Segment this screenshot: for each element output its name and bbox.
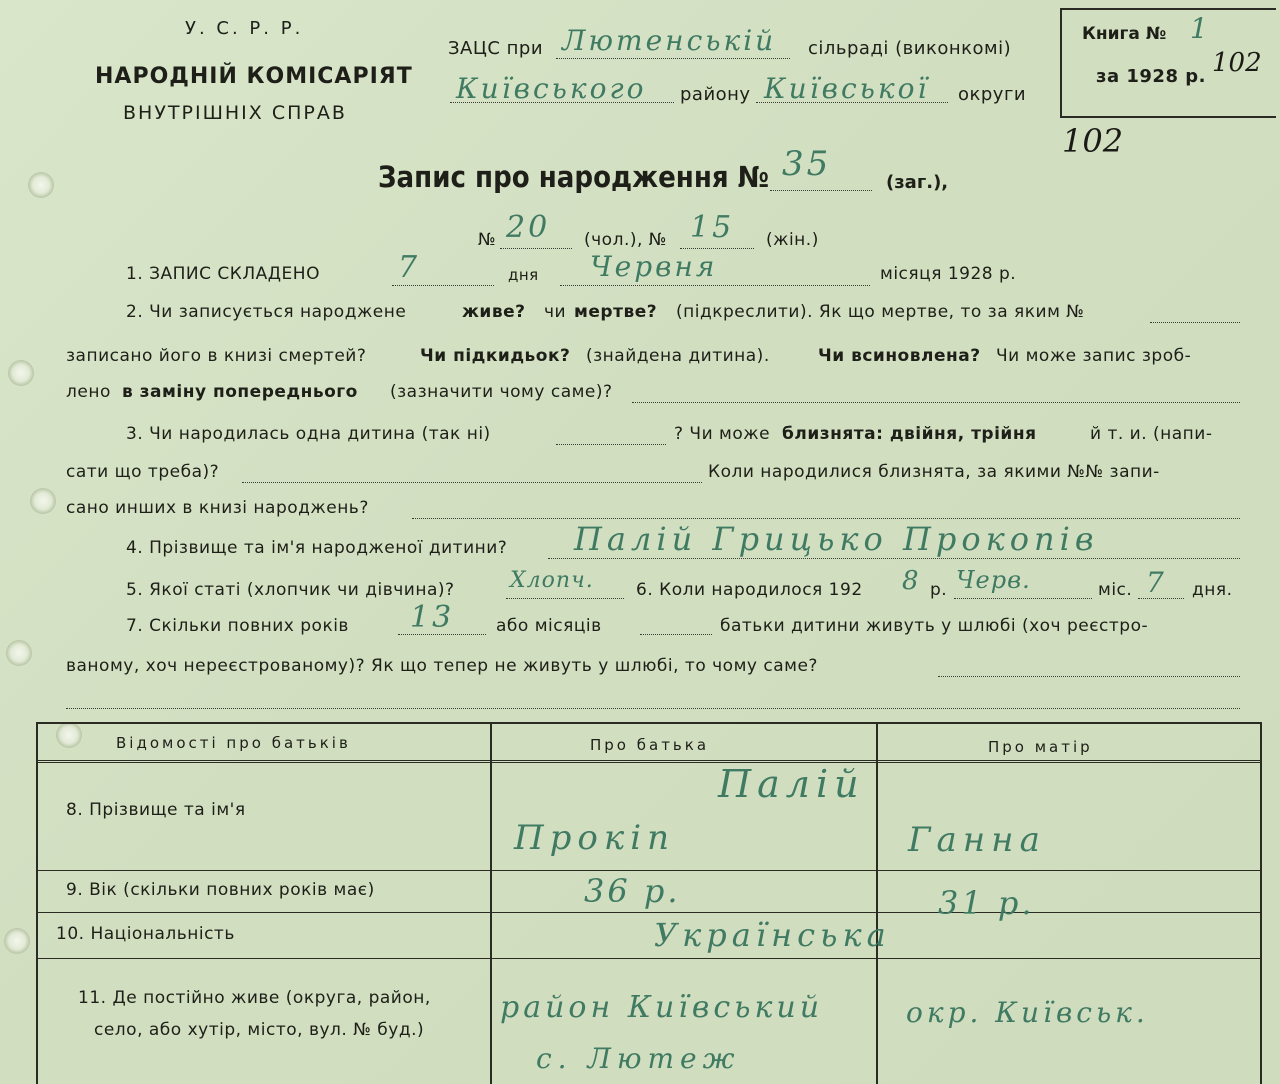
marriage-months-line [640,634,712,635]
item1-day-line [392,285,494,286]
row10-label: 10. Національність [56,924,235,944]
item6-year-suffix: р. [930,580,948,600]
record-number-line [770,190,872,191]
item3-a: 3. Чи народилась одна дитина (так ні) [126,424,491,444]
item3-single-line [556,444,666,445]
item2-replacement: в заміну попереднього [122,382,358,402]
female-count: 15 [690,210,735,245]
column-header-father: Про батька [590,736,710,754]
table-row-rule [38,912,1260,913]
item1-day-label: дня [508,266,539,284]
item2-d: (знайдена дитина). [586,346,770,366]
record-number: 35 [782,144,832,184]
birth-day-line [1138,598,1184,599]
family-surname: Палій [718,762,865,806]
item3-twins-line [242,482,702,483]
table-divider [876,724,878,1084]
parents-table [36,722,1262,1084]
birth-month-line [954,598,1092,599]
female-count-line [680,248,754,249]
okruha-label: округи [958,84,1027,105]
item2-f: лено [66,382,111,402]
zags-label: ЗАЦС при [448,38,544,59]
zags-fill-line [556,58,790,59]
item5-label: 5. Якої статі (хлопчик чи дівчина)? [126,580,455,600]
item7-reason-line-2 [66,708,1240,709]
item2-or: чи [544,302,567,322]
item1-month: Червня [590,250,718,283]
item2-a: 2. Чи записується народжене [126,302,407,322]
record-total-label: (заг.), [886,172,949,193]
item7-reason-line [938,676,1240,677]
book-number: 1 [1190,12,1211,45]
row9-label: 9. Вік (скільки повних років має) [66,880,375,900]
item7-c: батьки дитини живуть у шлюбі (хоч реєстро- [720,616,1149,636]
item1-tail: місяця 1928 р. [880,264,1017,284]
item2-reason-line [632,402,1240,403]
selrada-label: сільраді (виконкомі) [808,38,1012,59]
male-count: 20 [506,210,551,245]
child-sex: Хлопч. [510,568,594,593]
child-name: Палій Грицько Прокопів [574,520,1099,558]
item2-e: Чи може запис зроб- [996,346,1192,366]
book-side-number: 102 [1212,48,1262,78]
row11-label-line1: 11. Де постійно живе (округа, район, [78,988,431,1008]
table-row-rule [38,958,1260,959]
item6-month-label: міс. [1098,580,1133,600]
zags-village: Лютенській [562,24,777,57]
father-name: Прокіп [514,818,675,858]
item2-dead: мертве? [574,302,658,322]
birth-day: 7 [1146,566,1167,599]
child-sex-line [506,598,624,599]
item2-foundling: Чи підкидьок? [420,346,571,366]
father-age: 36 р. [584,872,681,910]
header-ussr: У. С. Р. Р. [185,18,304,39]
item2-b: (підкреслити). Як що мертве, то за яким № [676,302,1085,322]
table-header-rule [38,760,1260,763]
item3-twins: близнята: двійня, трійня [782,424,1037,444]
book-label: Книга № [1082,24,1167,44]
item1-month-line [560,285,870,286]
book-year: за 1928 р. [1096,66,1206,87]
marriage-years-line [398,634,486,635]
mother-age: 31 р. [938,884,1035,922]
male-label: (чол.), № [584,230,667,250]
male-count-line [500,248,572,249]
item6-label: 6. Коли народилося 192 [636,580,863,600]
column-header-parents: Відомості про батьків [116,734,351,752]
no-label: № [478,230,497,250]
okruha-fill-line [756,102,948,103]
item1-label: 1. ЗАПИС СКЛАДЕНО [126,264,320,284]
child-name-line [548,558,1240,559]
rayon-name: Київського [456,72,647,105]
header-department: ВНУТРІШНІХ СПРАВ [123,102,347,124]
column-header-mother: Про матір [988,738,1093,756]
item3-e: Коли народилися близнята, за якими №№ запи- [708,462,1160,482]
birth-year-digit: 8 [902,566,922,596]
item7-label: 7. Скільки повних років [126,616,349,636]
item2-death-line [1150,322,1240,323]
village-residence: с. Лютеж [536,1042,741,1075]
item3-f: сано инших в книзі народжень? [66,498,369,518]
mother-name: Ганна [908,820,1046,860]
item6-day-label: дня. [1192,580,1233,600]
row11-label-line2: село, або хутір, місто, вул. № буд.) [94,1020,425,1040]
mother-residence: окр. Київськ. [906,996,1149,1029]
item2-adopted: Чи всиновлена? [818,346,981,366]
female-label: (жін.) [766,230,819,250]
table-row-rule [38,870,1260,871]
father-residence: район Київський [500,990,824,1025]
table-divider [490,724,492,1084]
item4-label: 4. Прізвище та ім'я народженої дитини? [126,538,508,558]
rayon-label: району [680,84,751,105]
book-below-number: 102 [1062,122,1124,160]
header-commissariat: НАРОДНІЙ КОМІСАРІЯТ [95,64,413,89]
item7-b: або місяців [496,616,602,636]
punch-hole [6,640,32,666]
record-title: Запис про народження № [378,160,770,194]
item2-g: (зазначити чому саме)? [390,382,613,402]
birth-month: Черв. [956,566,1031,594]
item3-d: сати що треба)? [66,462,220,482]
item2-c: записано його в книзі смертей? [66,346,367,366]
item1-day: 7 [398,250,421,285]
punch-hole [8,360,34,386]
punch-hole [4,928,30,954]
punch-hole [28,172,54,198]
item3-numbers-line [412,518,1240,519]
okruha-name: Київської [764,72,930,105]
row8-label: 8. Прізвище та ім'я [66,800,246,820]
item3-c: й т. и. (напи- [1090,424,1213,444]
item7-d: ваному, хоч нереєстрованому)? Як що тепер не живуть у шлюбі, то чому саме? [66,656,818,676]
item3-b: ? Чи може [674,424,771,444]
nationality: Українська [654,916,891,954]
punch-hole [30,488,56,514]
marriage-years: 13 [410,600,455,635]
rayon-fill-line [450,102,674,103]
item2-alive: живе? [462,302,526,322]
